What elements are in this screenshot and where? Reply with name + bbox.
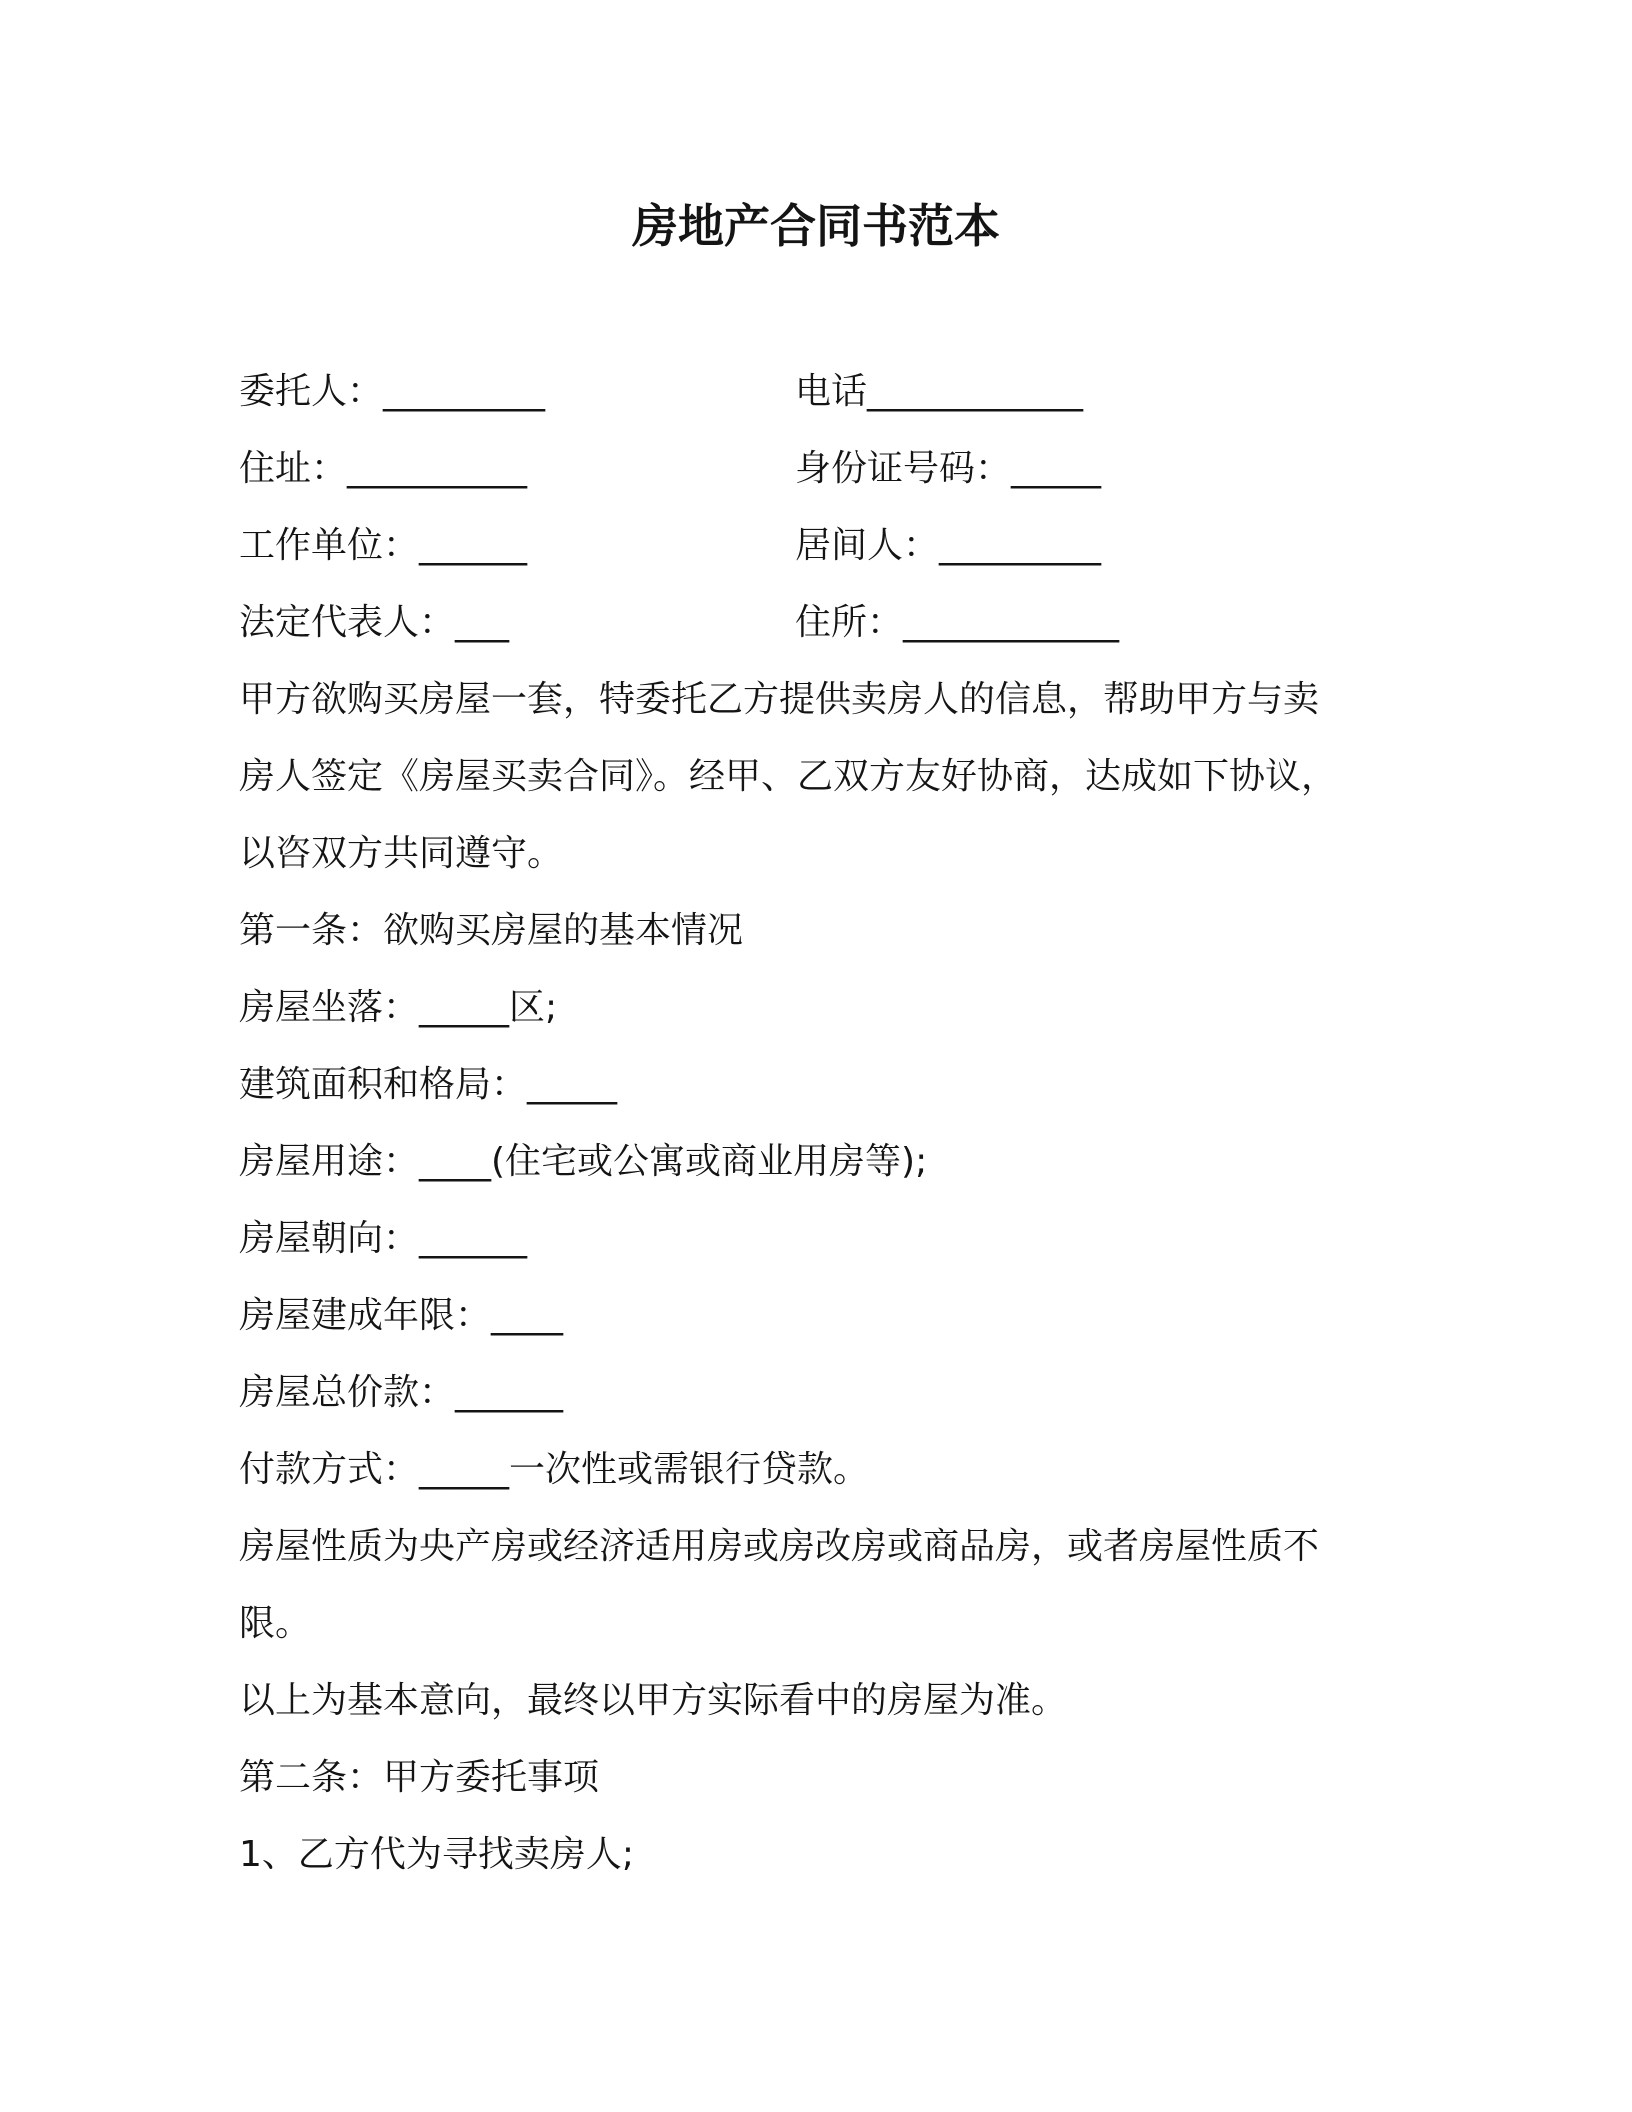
phone-field: 电话____________ [795, 371, 1084, 412]
construction-year-field: 房屋建成年限：____ [239, 1295, 564, 1336]
payment-method-field: 付款方式：_____一次性或需银行贷款。 [239, 1449, 870, 1490]
client-field: 委托人：_________ [239, 371, 546, 412]
article-heading: 第一条：欲购买房屋的基本情况 [239, 910, 744, 951]
legal-representative-field: 法定代表人：___ [239, 602, 510, 643]
intermediary-field: 居间人：_________ [795, 525, 1102, 566]
property-location-field: 房屋坐落：_____区; [239, 987, 558, 1028]
employer-field: 工作单位：______ [239, 525, 528, 566]
paragraph-line: 以咨双方共同遵守。 [239, 833, 564, 874]
property-use-field: 房屋用途：____(住宅或公寓或商业用房等); [239, 1141, 928, 1182]
list-item: 1、乙方代为寻找卖房人; [239, 1834, 635, 1875]
document-title: 房地产合同书范本 [632, 199, 1000, 253]
article-heading: 第二条：甲方委托事项 [239, 1757, 600, 1798]
orientation-field: 房屋朝向：______ [239, 1218, 528, 1259]
id-number-field: 身份证号码：_____ [795, 448, 1102, 489]
address-field: 住址：__________ [239, 448, 528, 489]
paragraph-line: 限。 [239, 1603, 312, 1644]
floor-area-field: 建筑面积和格局：_____ [239, 1064, 618, 1105]
paragraph-line: 房人签定《房屋买卖合同》。经甲、乙双方友好协商，达成如下协议， [239, 756, 1338, 797]
residence-field: 住所：____________ [795, 602, 1120, 643]
paragraph-line: 以上为基本意向，最终以甲方实际看中的房屋为准。 [239, 1680, 1068, 1721]
paragraph-line: 甲方欲购买房屋一套，特委托乙方提供卖房人的信息，帮助甲方与卖 [239, 679, 1320, 720]
paragraph-line: 房屋性质为央产房或经济适用房或房改房或商品房，或者房屋性质不 [239, 1526, 1320, 1567]
total-price-field: 房屋总价款：______ [239, 1372, 564, 1413]
